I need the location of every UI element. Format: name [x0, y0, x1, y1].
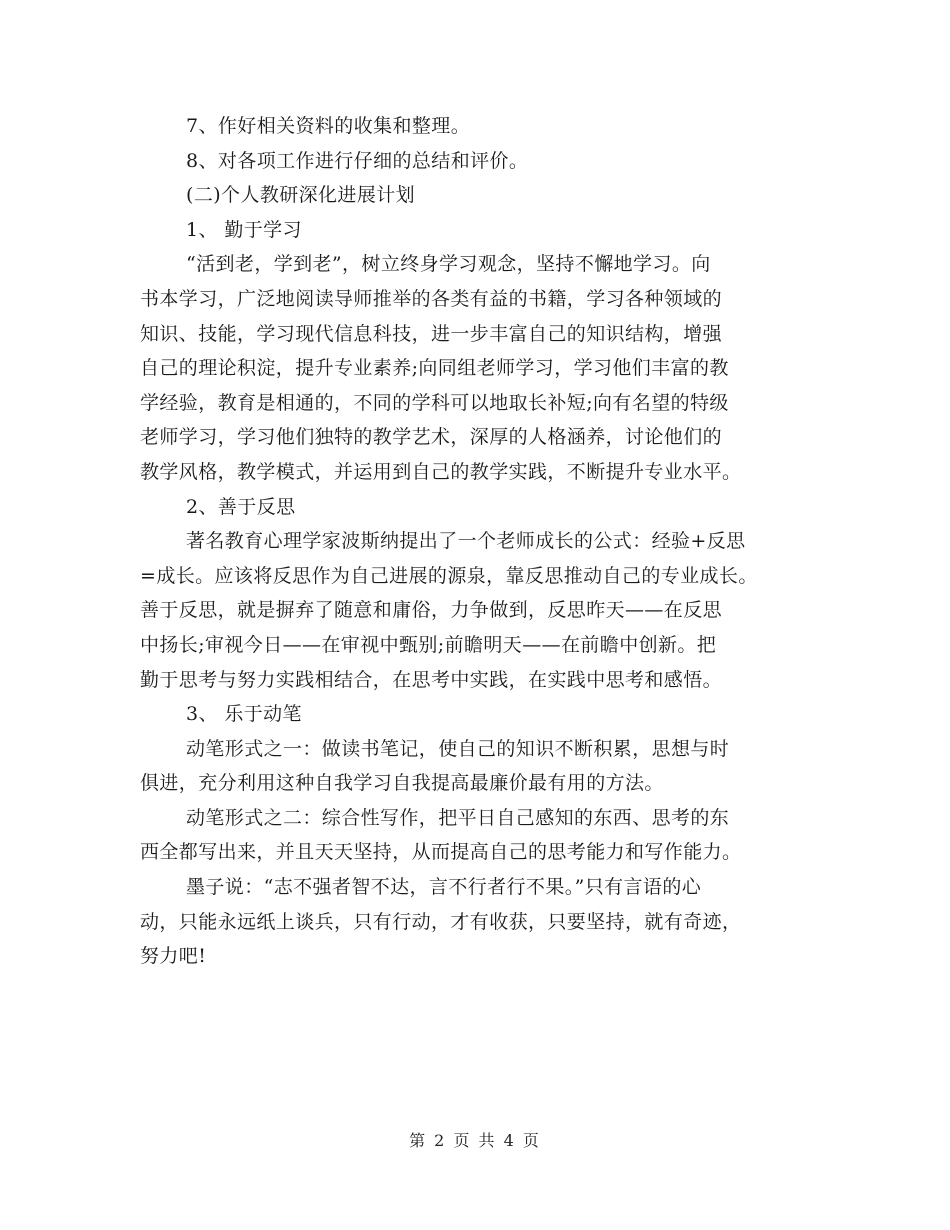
- text-line: 动，只能永远纸上谈兵，只有行动，才有收获，只要坚持，就有奇迹，: [140, 910, 742, 933]
- text-line: 7、作好相关资料的收集和整理。: [186, 115, 471, 137]
- text-line: 动笔形式之二：综合性写作，把平日自己感知的东西、思考的东: [186, 806, 730, 829]
- body-text: [140, 109, 812, 974]
- text-line: 老师学习，学习他们独特的教学艺术，深厚的人格涵养，讨论他们的: [140, 426, 723, 449]
- text-line: 墨子说：“志不强者智不达，言不行者行不果。”只有言语的心: [186, 876, 702, 899]
- text-line: 自己的理论积淀，提升专业素养;向同组老师学习，学习他们丰富的教: [140, 357, 729, 380]
- text-line: 西全都写出来，并且天天坚持，从而提高自己的思考能力和写作能力。: [140, 841, 742, 864]
- text-line: 8、对各项工作进行仔细的总结和评价。: [186, 149, 529, 172]
- text-line: 知识、技能，学习现代信息科技，进一步丰富自己的知识结构，增强: [140, 322, 723, 345]
- text-line: “活到老，学到老”，树立终身学习观念，坚持不懈地学习。向: [186, 253, 711, 276]
- text-line: 著名教育心理学家波斯纳提出了一个老师成长的公式：经验+反思: [186, 530, 746, 553]
- text-line: 勤于思考与努力实践相结合，在思考中实践，在实践中思考和感悟。: [140, 668, 723, 691]
- text-line: 学经验，教育是相通的，不同的学科可以地取长补短;向有名望的特级: [140, 391, 729, 414]
- text-line: 俱进，充分利用这种自我学习自我提高最廉价最有用的方法。: [140, 772, 664, 795]
- page-number-footer: 第 2 页 共 4 页: [409, 1131, 541, 1150]
- text-line: 努力吧!: [140, 945, 207, 968]
- text-line: =成长。应该将反思作为自己进展的源泉，靠反思推动自己的专业成长。: [140, 564, 758, 587]
- subsection-heading: 1、 勤于学习: [186, 218, 302, 241]
- text-line: 善于反思，就是摒弃了随意和庸俗，力争做到，反思昨天——在反思: [140, 599, 723, 622]
- text-line: 教学风格，教学模式，并运用到自己的教学实践，不断提升专业水平。: [140, 460, 742, 483]
- subsection-heading: 2、善于反思: [186, 495, 296, 518]
- text-line: 中扬长;审视今日——在审视中甄别;前瞻明天——在前瞻中创新。把: [140, 633, 717, 656]
- text-line: 动笔形式之一：做读书笔记，使自己的知识不断积累，思想与时: [186, 737, 730, 760]
- subsection-heading: 3、 乐于动笔: [186, 703, 302, 726]
- section-heading: (二)个人教研深化进展计划: [186, 184, 416, 207]
- text-line: 书本学习，广泛地阅读导师推举的各类有益的书籍，学习各种领域的: [140, 287, 723, 310]
